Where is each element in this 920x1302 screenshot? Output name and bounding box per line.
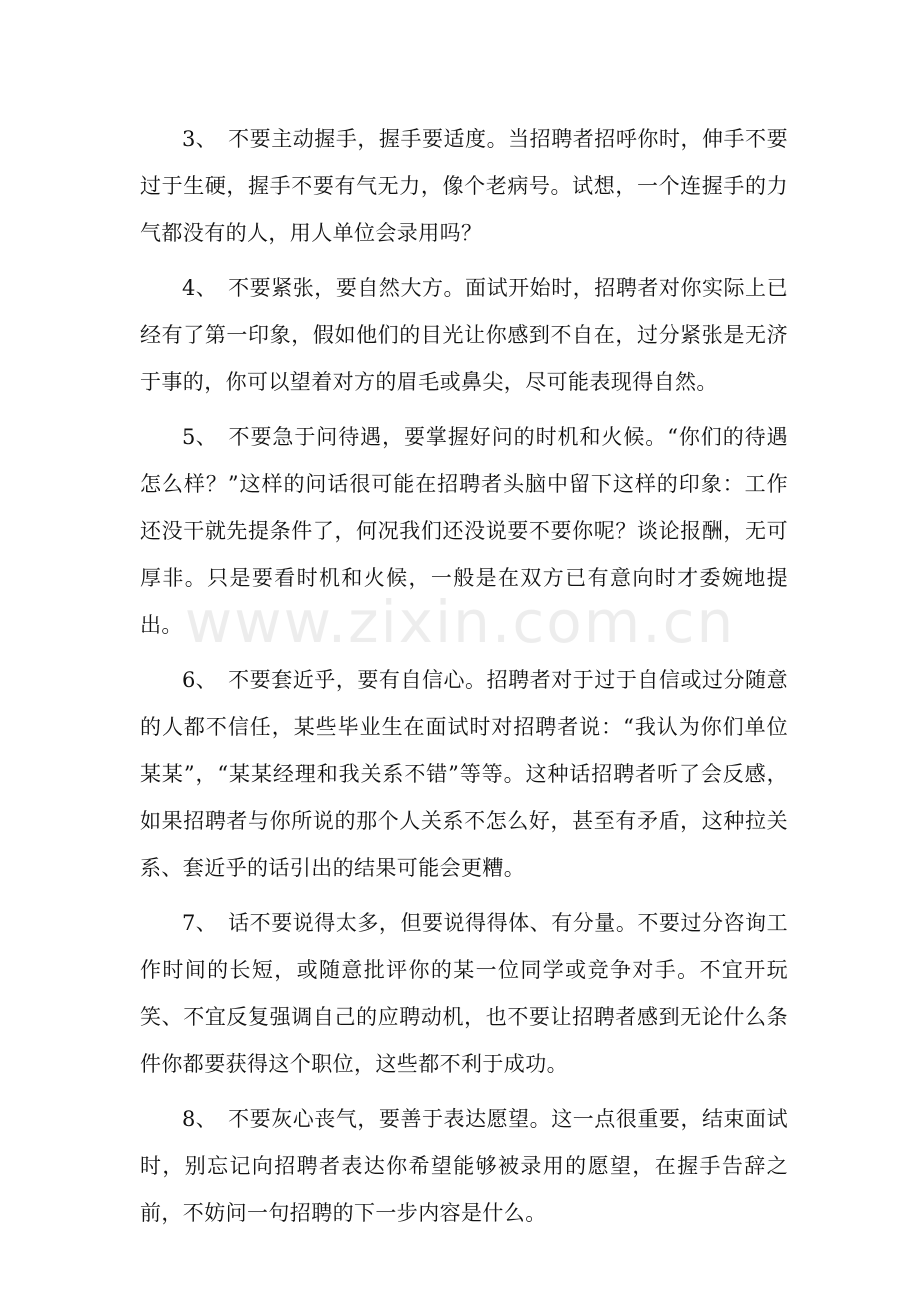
paragraph-text: 不要套近乎，要有自信心。招聘者对于过于自信或过分随意的人都不信任，某些毕业生在面试时对招聘者说：“我认为你们单位某某”，“某某经理和我关系不错”等等。这种话招聘者听了会反感，如果招聘者与你所说的那个人关系不怎么好，甚至有矛盾，这种拉关系、套近乎的话引出的结果可能会更糟。 <box>140 668 788 880</box>
paragraph-number: 4、 <box>182 276 218 300</box>
paragraph-6 <box>140 657 788 892</box>
paragraph-number: 8、 <box>182 1107 218 1131</box>
paragraph-text: 话不要说得太多，但要说得得体、有分量。不要过分咨询工作时间的长短，或随意批评你的某一位同学或竞争对手。不宜开玩笑、不宜反复强调自己的应聘动机，也不要让招聘者感到无论什么条件你都要获得这个职位，这些都不利于成功。 <box>140 911 788 1076</box>
watermark: www.zixin.com.cn <box>184 588 736 656</box>
paragraph-text: 不要主动握手，握手要适度。当招聘者招呼你时，伸手不要过于生硬，握手不要有气无力，像个老病号。试想，一个连握手的力气都没有的人，用人单位会录用吗？ <box>140 127 788 245</box>
paragraph-number: 3、 <box>182 127 218 151</box>
paragraph-8 <box>140 1096 788 1237</box>
paragraph-3 <box>140 116 788 257</box>
paragraph-number: 6、 <box>182 668 218 692</box>
document-page <box>140 116 788 1245</box>
paragraph-text: 不要急于问待遇，要掌握好问的时机和火候。“你们的待遇怎么样？”这样的问话很可能在招聘者头脑中留下这样的印象：工作还没干就先提条件了，何况我们还没说要不要你呢？谈论报酬，无可厚非。只是要看时机和火候，一般是在双方已有意向时才委婉地提出。 <box>140 425 788 637</box>
paragraph-number: 7、 <box>182 911 218 935</box>
paragraph-number: 5、 <box>182 425 218 449</box>
paragraph-5 <box>140 414 788 649</box>
paragraph-text: 不要紧张，要自然大方。面试开始时，招聘者对你实际上已经有了第一印象，假如他们的目光让你感到不自在，过分紧张是无济于事的，你可以望着对方的眉毛或鼻尖，尽可能表现得自然。 <box>140 276 788 394</box>
paragraph-7 <box>140 900 788 1088</box>
paragraph-text: 不要灰心丧气，要善于表达愿望。这一点很重要，结束面试时，别忘记向招聘者表达你希望能够被录用的愿望，在握手告辞之前，不妨问一句招聘的下一步内容是什么。 <box>140 1107 788 1225</box>
paragraph-4 <box>140 265 788 406</box>
